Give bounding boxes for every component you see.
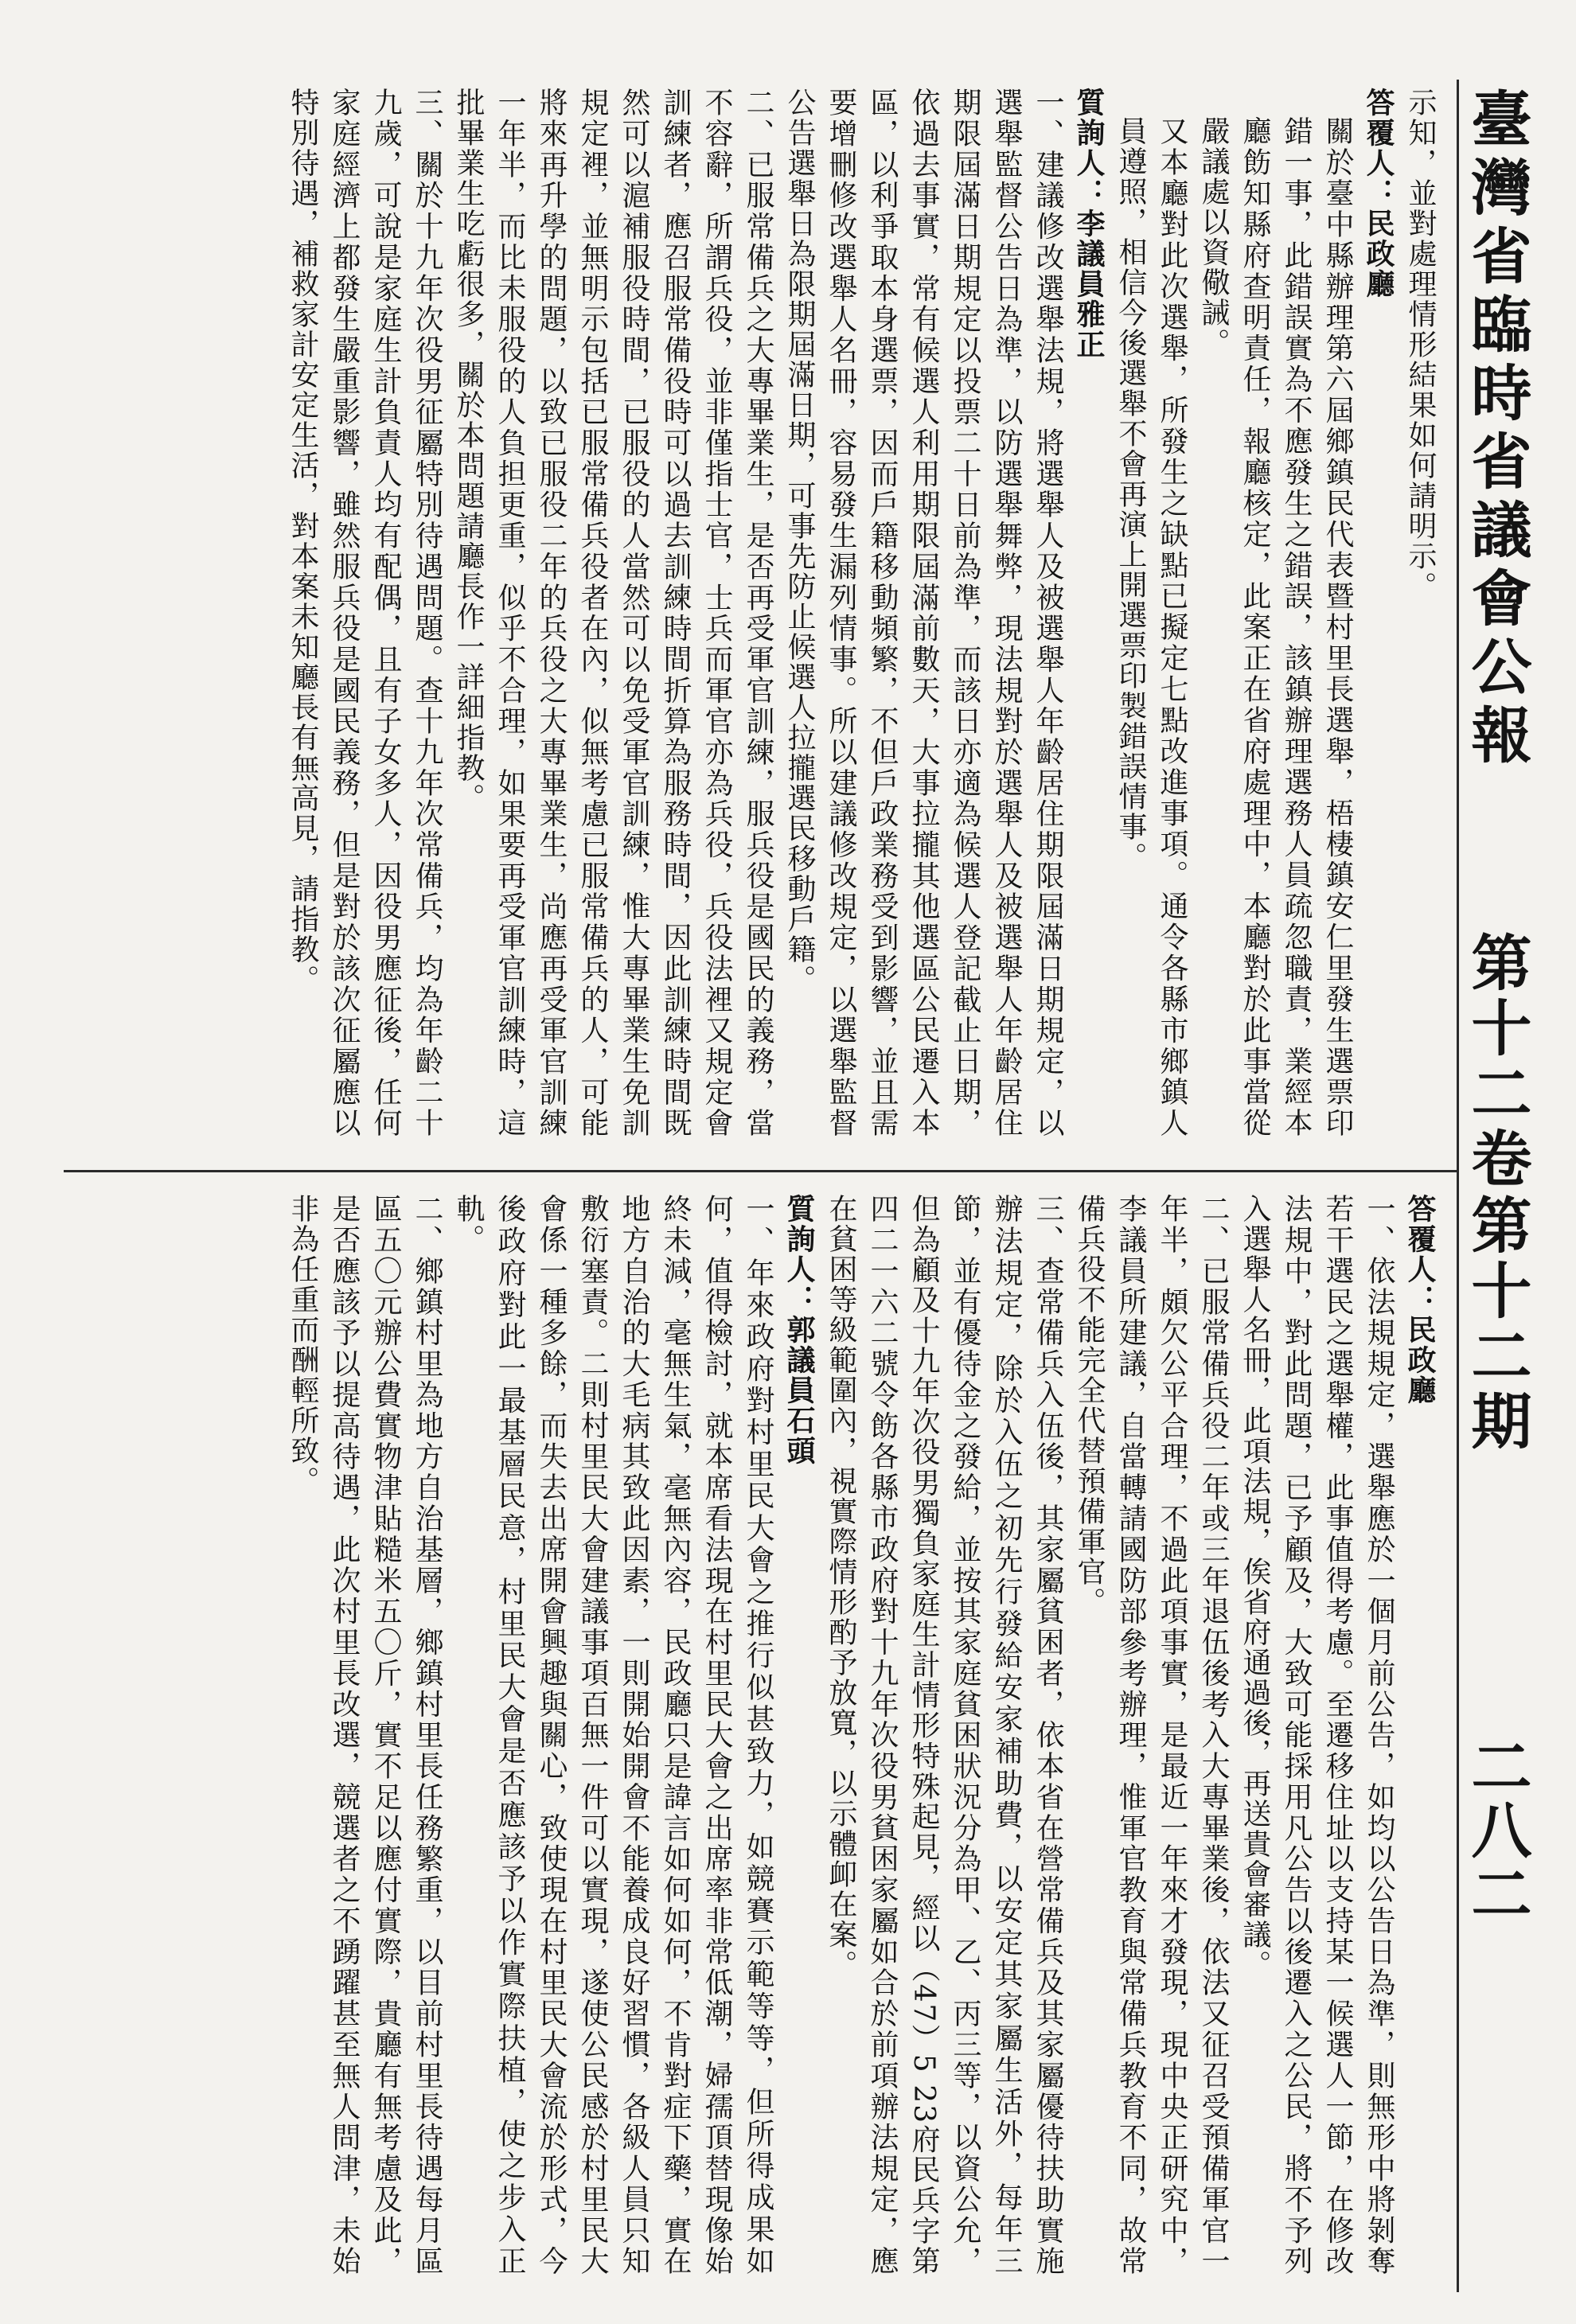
list-item: 三、關於十九年次役男征屬特別待遇問題。查十九年次常備兵，均為年齡二十九歲，可說是家庭生計負責人均有配偶，且有子女多人，因役男應征後，任何家庭經濟上都發生嚴重影響，雖然服兵役是國民義務，但是對於該次征屬應以特別待遇，補救家計安定生活，對本案未知廳長有無高見，請指教。 [287,88,443,1138]
respondent-label: 答覆人：民政廳 [1403,1194,1437,1406]
list-item: 二、已服常備兵役二年或三年退伍後考入大專畢業後，依法又征召受預備軍官一年半，頗欠公平合理，不過此項事實，是最近一年來才發現，現中央正研究中，李議員所建議，自當轉請國防部參考辦理，惟軍官教育與常備兵教育不同，故常備兵役不能完全代替預備軍官。 [1073,1194,1230,2276]
respondent-label: 答覆人：民政廳 [1362,88,1395,299]
page-header [1449,0,1544,2324]
paragraph: 關於臺中縣辦理第六屆鄉鎮民代表暨村里長選舉，梧棲鎮安仁里發生選票印錯一事，此錯誤實為不應發生之錯誤，該鎮辦理選務人員疏忽職責，業經本廳飭知縣府查明責任，報廳核定，此案正在省府處理中，本廳對於此事當從嚴議處以資儆誡。 [1197,116,1354,1138]
bottom-text-block [119,1194,1441,2276]
questioner-label: 質詢人：郭議員石頭 [782,1194,816,1466]
list-item: 一、年來政府對村里民大會之推行似甚致力，如競賽示範等等，但所得成果如何，值得檢討，就本席看法現在村里民大會之出席率非常低潮，婦孺頂替現像始終未減，毫無生氣，毫無內容，民政廳只是諱言如何如何，不肯對症下藥，實在地方自治的大毛病其致此因素，一則開始開會不能養成良好習慣，各級人員只知敷衍塞責。二則村里民大會建議事項百無一件可以實現，遂使公民感於村里民大會係一種多餘，而失去出席開會興趣與關心，致使現在村里民大會流於形式，今後政府對此一最基層民意，村里民大會是否應該予以作實際扶植，使之步入正軌。 [452,1194,774,2276]
paragraph: 又本廳對此次選舉，所發生之缺點已擬定七點改進事項。通令各縣市鄉鎮人員遵照，相信今後選舉不會再演上開選票印製錯誤情事。 [1114,116,1188,1138]
questioner-label: 質詢人：李議員雅正 [1072,88,1106,360]
section-divider [64,1170,1457,1172]
paragraph: 示知，並對處理情形結果如何請明示。 [1404,88,1437,602]
list-item: 一、依法規規定，選舉應於一個月前公告，如均以公告日為準，則無形中將剝奪若干選民之選舉權，此事值得考慮。至遷移住址以支持某一候選人一節，在修改法規中，對此問題，已予顧及，大致可能採用凡公告以後遷入之公民，將不予列入選舉人名冊，此項法規，俟省府通過後，再送貴會審議。 [1239,1194,1395,2276]
issue-label: 第十二期 [1461,1194,1532,1455]
header-divider [1457,80,1459,2292]
top-text-block [119,88,1441,1138]
gazette-title: 臺灣省臨時省議會公報 [1461,88,1532,772]
list-item: 三、查常備兵入伍後，其家屬貧困者，依本省在營常備兵及其家屬優待扶助實施辦法規定，除於入伍之初先行發給安家補助費，以安定其家屬生活外，每年三節，並有優待金之發給，並按其家庭貧困狀況分為甲、乙、丙三等，以資公允，但為顧及十九年次役男獨負家庭生計情形特殊起見，經以（47）5 23府民兵字第四二一六二號令飭各縣市政府對十九年次役男貧困家屬如合於前項辦法規定，應在貧困等級範圍內，視實際情形酌予放寬，以示體卹在案。 [825,1194,1064,2276]
list-item: 二、鄉鎮村里為地方自治基層，鄉鎮村里長任務繁重，以目前村里長待遇每月區區五〇元辦公費實物津貼糙米五〇斤，實不足以應付實際，貴廳有無考慮及此，是否應該予以提高待遇，此次村里長改選，競選者之不踴躍甚至無人問津，未始非為任重而酬輕所致。 [287,1194,443,2276]
list-item: 二、已服常備兵之大專畢業生，是否再受軍官訓練，服兵役是國民的義務，當不容辭，所謂兵役，並非僅指士官，士兵而軍官亦為兵役，兵役法裡又規定會訓練者，應召服常備役時可以過去訓練時間折算為服務時間，因此訓練時間既然可以滬補服役時間，已服役的人當然可以免受軍官訓練，惟大專畢業生免訓規定裡，並無明示包括已服常備兵役者在內，似無考慮已服常備兵的人，可能將來再升學的問題，以致已服役二年的兵役之大專畢業生，尚應再受軍官訓練一年半，而比未服役的人負担更重，似乎不合理，如果要再受軍官訓練時，這批畢業生吃虧很多，關於本問題請廳長作一詳細指教。 [452,88,774,1138]
list-item: 一、建議修改選舉法規，將選舉人及被選舉人年齡居住期限屆滿日期規定，以選舉監督公告日為準，以防選舉舞弊，現法規對於選舉人及被選舉人年齡居住期限屆滿日期規定以投票二十日前為準，而該日亦適為候選人登記截止日期，依過去事實，常有候選人利用期限屆滿前數天，大事拉攏其他選區公民遷入本區，以利爭取本身選票，因而戶籍移動頻繁，不但戶政業務受到影響，並且需要增刪修改選舉人名冊，容易發生漏列情事。所以建議修改規定，以選舉監督公告選舉日為限期屆滿日期，可事先防止候選人拉攏選民移動戶籍。 [783,88,1064,1138]
volume-label: 第十二卷 [1461,931,1532,1192]
page-number: 二八二 [1461,1735,1532,1926]
